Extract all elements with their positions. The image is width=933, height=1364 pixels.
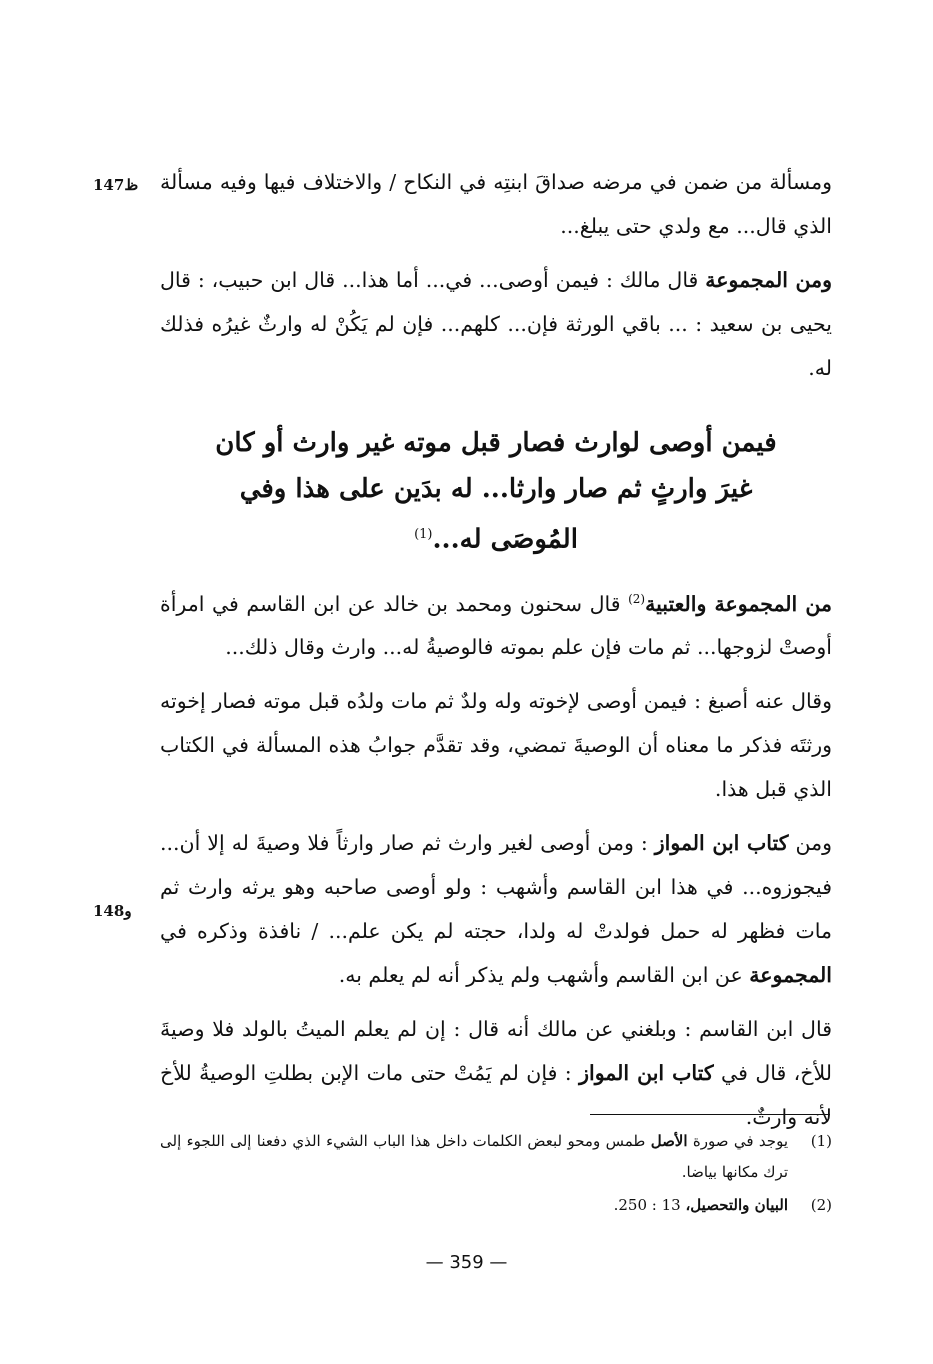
footnote-text: يوجد في صورة الأصل طمس ومحو لبعض الكلمات داخل هذا الباب الشيء الذي دفعنا إلى اللجوء إلى ترك مكانها بياضا. xyxy=(160,1132,788,1181)
footnote-text: البيان والتحصيل، 13 : 250. xyxy=(613,1196,788,1214)
footnote-1 xyxy=(160,1126,832,1188)
heading-footnote-ref: (1) xyxy=(414,527,433,542)
footnote-number: (1) xyxy=(810,1132,832,1150)
footnote-separator xyxy=(590,1114,830,1115)
folio-note-148: 148و xyxy=(93,902,132,920)
source-majmua-utbiyya: من المجموعة والعتبية xyxy=(645,591,832,616)
paragraph-3: من المجموعة والعتبية$^{(2)}$ قال سحنون ومحمد بن خالد عن ابن القاسم في امرأة أوصتْ لزوجها... ثم مات فإن علم بموته فالوصيةُ له... وارث وقال ذلك... xyxy=(160,591,832,660)
source-majmua: ومن المجموعة xyxy=(705,268,832,292)
paragraph-4: وقال عنه أصبغ : فيمن أوصى لإخوته وله ولدٌ ثم مات ولدُه قبل موته فصار إخوته ورثتَه فذكر ما معناه أن الوصيةَ تمضي، وقد تقدَّم جوابُ هذه المسألة في الكتاب الذي قبل هذا. xyxy=(160,689,832,802)
main-text xyxy=(160,160,832,1149)
paragraph-5: ومن كتاب ابن المواز : ومن أوصى لغير وارث ثم صار وارثاً فلا وصيةَ له إلا أن... فيجوزوه... في هذا ابن القاسم وأشهب : ولو أوصى صاحبه وهو يرثه وارث ثم مات فظهر له حمل فولدتْ له ولدا، حجته لم يكن علم... / نافذة وذكره في المجموعة عن ابن القاسم وأشهب ولم يذكر أنه لم يعلم به. xyxy=(160,831,832,988)
paragraph-1: ومسألة من ضمن في مرضه صداقَ ابنتِه في النكاح / والاختلاف فيها وفيه مسألة الذي قال... مع ولدي حتى يبلغ... xyxy=(160,170,832,238)
paragraph-6: قال ابن القاسم : وبلغني عن مالك أنه قال : إن لم يعلم الميتُ بالولد فلا وصيةَ للأخ، قال في كتاب ابن المواز : فإن لم يَمُتْ حتى مات الإبن بطلتِ الوصيةُ للأخ لأنه وارثٌ. xyxy=(160,1017,832,1130)
paragraph-2: ومن المجموعة قال مالك : فيمن أوصى... في... أما هذا... قال ابن حبيب، : قال يحيى بن سعيد : ... باقي الورثة فإن... كلهم... فإن لم يَكُنْ له وارثٌ غيرُه فذلك له. xyxy=(160,268,832,380)
footnote-number: (2) xyxy=(810,1196,832,1214)
source-ibn-mawwaz: كتاب ابن المواز xyxy=(654,831,789,856)
footnote-ref-2: (2) xyxy=(628,591,646,606)
folio-note-147: 147ظ xyxy=(93,176,139,194)
footnotes xyxy=(160,1126,832,1221)
section-heading: فيمن أوصى لوارث فصار قبل موته غير وارث أو كان غيرَ وارثٍ ثم صار وارثا... له بدَين على هذا وفي المُوصَى له...$^{(1)}$ xyxy=(215,428,777,555)
source-majmua-2: المجموعة xyxy=(749,963,832,988)
source-ibn-mawwaz-2: كتاب ابن المواز xyxy=(579,1061,714,1086)
footnote-2 xyxy=(160,1190,832,1221)
page-number: — 359 — xyxy=(425,1252,508,1273)
